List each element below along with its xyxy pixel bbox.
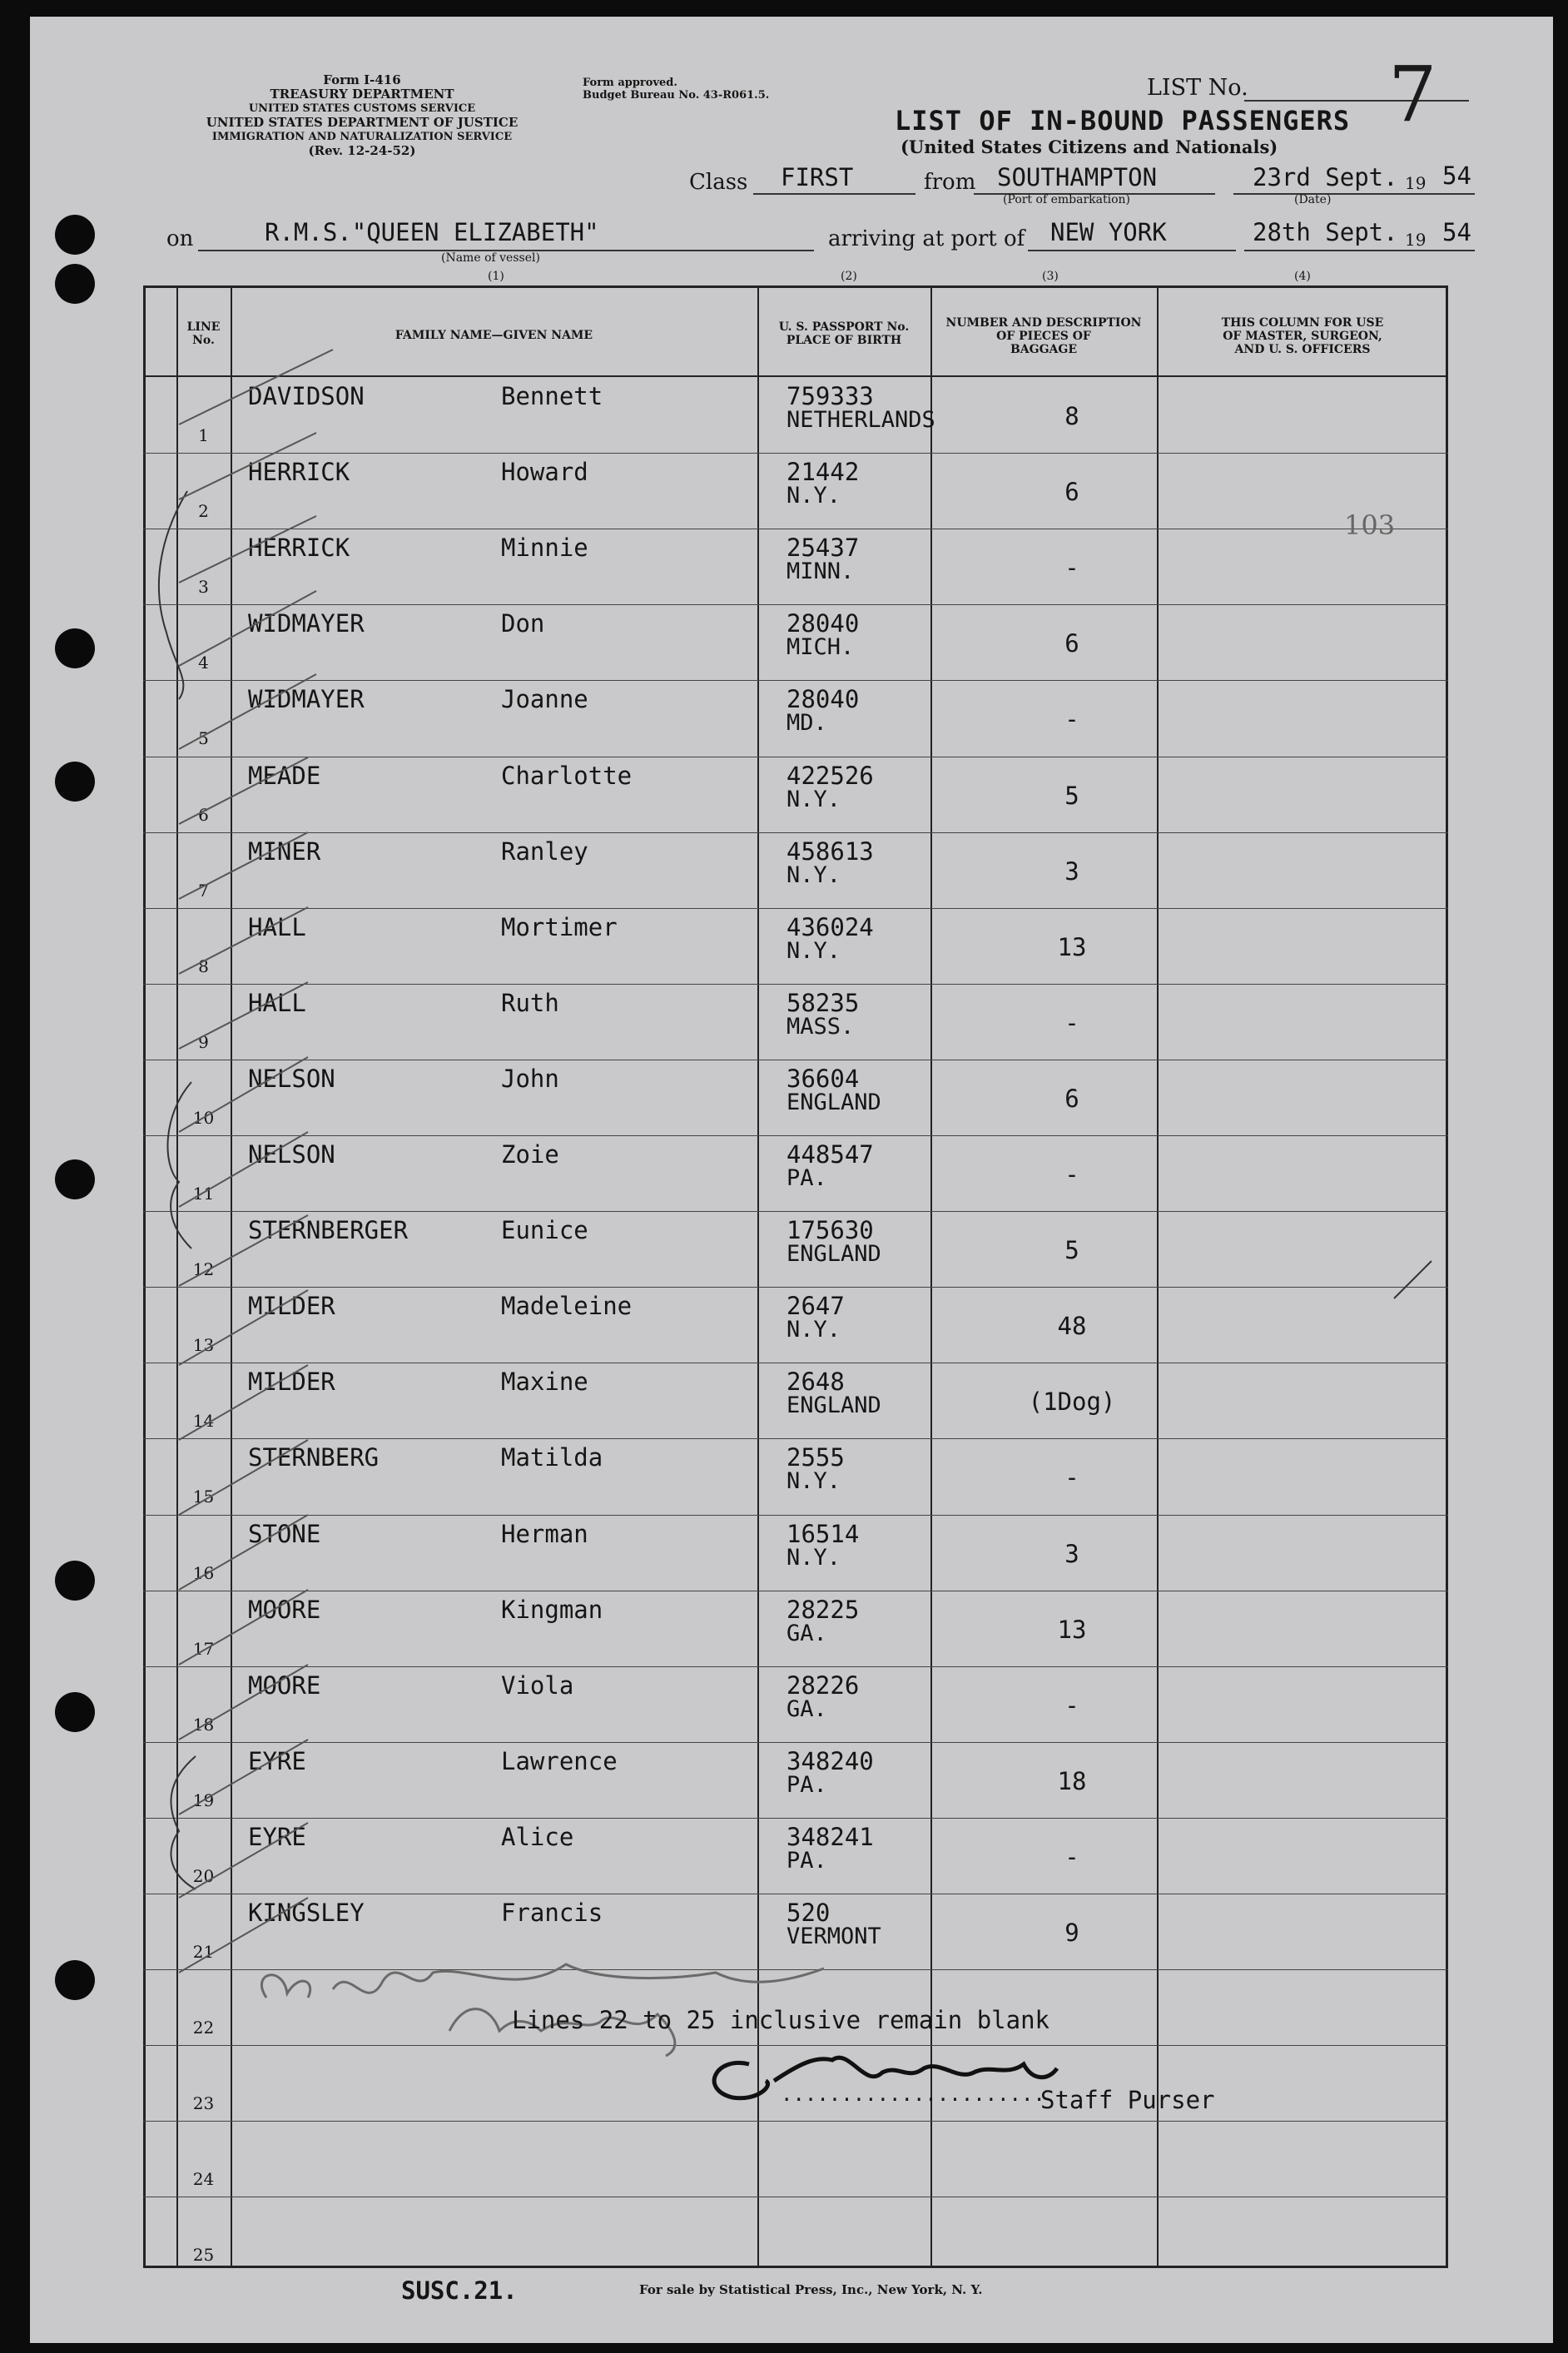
- line-number: 15: [192, 1487, 215, 1507]
- given-name: Ruth: [501, 988, 559, 1017]
- arriving-label: arriving at port of: [828, 226, 1025, 251]
- place-of-birth: MASS.: [786, 1013, 855, 1040]
- budget-bureau: Budget Bureau No. 43-R061.5.: [583, 89, 770, 102]
- col-number-4: (4): [1294, 270, 1311, 283]
- baggage-count: -: [1064, 1463, 1079, 1492]
- header-name: FAMILY NAME—GIVEN NAME: [394, 329, 593, 342]
- col-divider: [930, 285, 932, 2268]
- given-name: Matilda: [501, 1443, 603, 1472]
- family-name: MILDER: [248, 1368, 335, 1397]
- family-name: NELSON: [248, 1140, 335, 1169]
- place-of-birth: PA.: [786, 1165, 827, 1191]
- place-of-birth: ENGLAND: [786, 1089, 881, 1115]
- on-label: on: [166, 226, 194, 251]
- form-block: [166, 73, 558, 158]
- baggage-count: 6: [1064, 1084, 1079, 1113]
- passport-number: 2647: [786, 1292, 845, 1321]
- arrival-year-suffix: 54: [1442, 218, 1471, 246]
- family-name: MILDER: [248, 1292, 335, 1321]
- given-name: Herman: [501, 1519, 588, 1548]
- header-line-no-1: LINE: [186, 320, 221, 334]
- passport-number: 458613: [786, 836, 874, 866]
- place-of-birth: VERMONT: [786, 1924, 881, 1949]
- line-number: 4: [198, 653, 209, 673]
- line-number: 1: [198, 425, 209, 445]
- line-number: 25: [192, 2245, 215, 2266]
- row-divider: [143, 908, 1448, 909]
- line-number: 22: [192, 2018, 215, 2038]
- header-baggage-1: NUMBER AND DESCRIPTION: [945, 316, 1142, 330]
- baggage-count: -: [1064, 1690, 1079, 1720]
- given-name: Viola: [501, 1670, 574, 1700]
- depart-date-line: [1233, 193, 1475, 195]
- row-divider: [143, 1818, 1448, 1819]
- header-line-no-2: No.: [192, 334, 215, 347]
- col-number-2: (2): [841, 270, 857, 283]
- given-name: Joanne: [501, 685, 588, 714]
- col-divider: [231, 285, 232, 2268]
- place-of-birth: NETHERLANDS: [786, 407, 935, 433]
- place-of-birth: GA.: [786, 1695, 827, 1722]
- baggage-count: 18: [1057, 1766, 1087, 1795]
- row-divider: [143, 1742, 1448, 1743]
- place-of-birth: N.Y.: [786, 1544, 841, 1571]
- family-name: DAVIDSON: [248, 382, 365, 410]
- form-approved: Form approved.: [583, 77, 677, 89]
- passport-number: 21442: [786, 458, 860, 487]
- staff-purser-label: Staff Purser: [1040, 2086, 1215, 2114]
- footer-code: SUSC.21.: [401, 2276, 518, 2305]
- row-divider: [143, 2045, 1448, 2046]
- line-number: 3: [198, 577, 209, 598]
- row-divider: [143, 453, 1448, 454]
- arrival-port: NEW YORK: [1050, 218, 1167, 246]
- baggage-count: 48: [1057, 1312, 1087, 1341]
- baggage-count: 5: [1064, 1236, 1079, 1265]
- given-name: John: [501, 1064, 559, 1093]
- family-name: HERRICK: [248, 458, 350, 487]
- place-of-birth: MD.: [786, 710, 827, 737]
- given-name: Howard: [501, 458, 588, 487]
- family-name: KINGSLEY: [248, 1899, 365, 1927]
- passport-number: 2555: [786, 1443, 845, 1472]
- place-of-birth: GA.: [786, 1620, 827, 1646]
- passport-number: 348240: [786, 1746, 874, 1775]
- row-divider: [143, 832, 1448, 833]
- header-passport-2: PLACE OF BIRTH: [786, 334, 902, 347]
- given-name: Madeleine: [501, 1292, 633, 1321]
- passport-number: 36604: [786, 1064, 860, 1093]
- given-name: Ranley: [501, 836, 588, 866]
- given-name: Mortimer: [501, 912, 618, 941]
- given-name: Maxine: [501, 1368, 588, 1397]
- given-name: Minnie: [501, 534, 588, 563]
- baggage-count: 13: [1057, 932, 1087, 961]
- row-divider: [143, 1666, 1448, 1667]
- date-caption: (Date): [1294, 193, 1332, 206]
- line-number: 19: [192, 1790, 215, 1810]
- given-name: Lawrence: [501, 1746, 618, 1775]
- arrival-date-line: [1244, 250, 1475, 251]
- line-number: 14: [192, 1411, 215, 1432]
- family-name: STONE: [248, 1519, 321, 1548]
- punch-hole: [55, 264, 95, 304]
- punch-hole: [55, 215, 95, 255]
- line-number: 16: [192, 1562, 215, 1583]
- family-name: MOORE: [248, 1595, 321, 1624]
- family-name: EYRE: [248, 1746, 306, 1775]
- passport-number: 16514: [786, 1519, 860, 1548]
- given-name: Charlotte: [501, 761, 633, 790]
- baggage-count: 6: [1064, 478, 1079, 507]
- passport-number: 448547: [786, 1140, 874, 1169]
- baggage-count: 13: [1057, 1615, 1087, 1644]
- row-divider: [143, 604, 1448, 605]
- family-name: STERNBERG: [248, 1443, 380, 1472]
- header-line-no: [176, 320, 231, 347]
- header-baggage: [930, 316, 1157, 356]
- baggage-count: 6: [1064, 629, 1079, 658]
- line-number: 24: [192, 2169, 215, 2190]
- row-divider: [143, 1211, 1448, 1212]
- blank-lines-note: Lines 22 to 25 inclusive remain blank: [512, 2006, 1050, 2034]
- header-passport: [757, 320, 930, 347]
- punch-hole: [55, 1159, 95, 1199]
- row-divider: [143, 1969, 1448, 1970]
- revision: (Rev. 12-24-52): [308, 143, 416, 158]
- row-divider: [143, 2121, 1448, 2122]
- punch-hole: [55, 762, 95, 802]
- vessel-caption: (Name of vessel): [441, 251, 540, 265]
- baggage-count: -: [1064, 1160, 1079, 1189]
- line-number: 2: [198, 501, 209, 522]
- punch-hole: [55, 1692, 95, 1732]
- arrival-date: 28th Sept.: [1253, 218, 1398, 246]
- place-of-birth: N.Y.: [786, 1317, 841, 1343]
- family-name: STERNBERGER: [248, 1216, 409, 1245]
- family-name: MOORE: [248, 1670, 321, 1700]
- baggage-count: -: [1064, 705, 1079, 734]
- passport-number: 175630: [786, 1216, 874, 1245]
- list-no-value: 7: [1388, 50, 1437, 139]
- family-name: HERRICK: [248, 534, 350, 563]
- punch-hole: [55, 628, 95, 668]
- line-number: 20: [192, 1865, 215, 1886]
- given-name: Zoie: [501, 1140, 559, 1169]
- given-name: Eunice: [501, 1216, 588, 1245]
- place-of-birth: MICH.: [786, 634, 855, 661]
- place-of-birth: N.Y.: [786, 483, 841, 509]
- page-subtitle: (United States Citizens and Nationals): [901, 137, 1278, 157]
- passport-number: 422526: [786, 761, 874, 790]
- class-line: [753, 193, 915, 195]
- list-no-label: LIST No.: [1147, 75, 1248, 101]
- place-of-birth: PA.: [786, 1771, 827, 1798]
- line-number: 21: [192, 1942, 215, 1962]
- passport-number: 759333: [786, 382, 874, 410]
- vessel-name: R.M.S."QUEEN ELIZABETH": [265, 218, 599, 246]
- line-number: 8: [198, 956, 209, 976]
- form-number: Form I-416: [323, 72, 401, 87]
- family-name: HALL: [248, 988, 306, 1017]
- place-of-birth: N.Y.: [786, 937, 841, 964]
- customs-service: UNITED STATES CUSTOMS SERVICE: [248, 102, 476, 115]
- family-name: EYRE: [248, 1822, 306, 1851]
- baggage-count: 9: [1064, 1919, 1079, 1947]
- baggage-count: 8: [1064, 402, 1079, 430]
- passport-number: 28226: [786, 1670, 860, 1700]
- passport-number: 28040: [786, 609, 860, 638]
- line-number: 12: [192, 1259, 215, 1280]
- line-number: 23: [192, 2093, 215, 2114]
- row-divider: [143, 1135, 1448, 1136]
- header-baggage-3: BAGGAGE: [1010, 343, 1078, 356]
- row-divider: [143, 1438, 1448, 1439]
- header-divider: [143, 375, 1448, 377]
- baggage-count: -: [1064, 1008, 1079, 1037]
- punch-hole: [55, 1960, 95, 2000]
- arrival-port-line: [1028, 250, 1236, 251]
- line-number: 13: [192, 1335, 215, 1356]
- port-embark-caption: (Port of embarkation): [1003, 193, 1130, 206]
- line-number: 7: [198, 880, 209, 901]
- family-name: WIDMAYER: [248, 685, 365, 714]
- header-officers-3: AND U. S. OFFICERS: [1234, 343, 1371, 356]
- family-name: HALL: [248, 912, 306, 941]
- place-of-birth: ENGLAND: [786, 1392, 881, 1419]
- treasury-dept: TREASURY DEPARTMENT: [270, 87, 454, 102]
- depart-year-suffix: 54: [1442, 161, 1471, 190]
- line-number: 18: [192, 1714, 215, 1735]
- page-title: LIST OF IN-BOUND PASSENGERS: [895, 105, 1351, 137]
- line-number: 5: [198, 728, 209, 749]
- given-name: Kingman: [501, 1595, 603, 1624]
- baggage-count: -: [1064, 1842, 1079, 1871]
- family-name: NELSON: [248, 1064, 335, 1093]
- col-divider: [1157, 285, 1159, 2268]
- header-officers: [1157, 316, 1448, 356]
- depart-date: 23rd Sept.: [1253, 163, 1398, 191]
- header-baggage-2: OF PIECES OF: [996, 330, 1091, 343]
- family-name: MINER: [248, 836, 321, 866]
- ins-service: IMMIGRATION AND NATURALIZATION SERVICE: [211, 131, 513, 143]
- given-name: Francis: [501, 1899, 603, 1927]
- class-label: Class: [689, 170, 748, 195]
- baggage-count: 3: [1064, 856, 1079, 886]
- approval-block: [583, 77, 769, 102]
- header-officers-1: THIS COLUMN FOR USE: [1221, 316, 1384, 330]
- baggage-count: 3: [1064, 1539, 1079, 1568]
- punch-hole: [55, 1561, 95, 1601]
- given-name: Don: [501, 609, 545, 638]
- given-name: Alice: [501, 1822, 574, 1851]
- arrival-year-prefix: 19: [1405, 230, 1427, 250]
- officer-note: 103: [1344, 509, 1396, 541]
- header-officers-2: OF MASTER, SURGEON,: [1223, 330, 1382, 343]
- justice-dept: UNITED STATES DEPARTMENT OF JUSTICE: [206, 115, 519, 130]
- given-name: Bennett: [501, 382, 603, 410]
- class-value: FIRST: [781, 163, 854, 191]
- col-number-3: (3): [1042, 270, 1059, 283]
- line-number: 17: [192, 1638, 215, 1659]
- passport-number: 25437: [786, 534, 860, 563]
- baggage-count: (1Dog): [1028, 1387, 1116, 1417]
- passport-number: 348241: [786, 1822, 874, 1851]
- place-of-birth: PA.: [786, 1847, 827, 1874]
- footer-printer: For sale by Statistical Press, Inc., New York, N. Y.: [639, 2282, 983, 2297]
- from-label: from: [924, 170, 976, 195]
- family-name: WIDMAYER: [248, 609, 365, 638]
- place-of-birth: N.Y.: [786, 786, 841, 812]
- row-divider: [143, 1515, 1448, 1516]
- place-of-birth: N.Y.: [786, 861, 841, 888]
- line-number: 10: [192, 1107, 215, 1128]
- line-number: 9: [198, 1031, 209, 1052]
- passport-number: 436024: [786, 912, 874, 941]
- passport-number: 520: [786, 1899, 831, 1927]
- passport-number: 28040: [786, 685, 860, 714]
- col-divider: [757, 285, 759, 2268]
- port-embark: SOUTHAMPTON: [997, 163, 1158, 191]
- col-number-1: (1): [488, 270, 504, 283]
- place-of-birth: MINN.: [786, 558, 855, 585]
- header-passport-1: U. S. PASSPORT No.: [778, 320, 910, 334]
- baggage-count: 5: [1064, 781, 1079, 810]
- baggage-count: -: [1064, 554, 1079, 583]
- family-name: MEADE: [248, 761, 321, 790]
- place-of-birth: N.Y.: [786, 1468, 841, 1495]
- row-divider: [143, 680, 1448, 681]
- passport-number: 2648: [786, 1368, 845, 1397]
- line-number: 6: [198, 804, 209, 825]
- row-divider: [143, 1287, 1448, 1288]
- passport-number: 58235: [786, 988, 860, 1017]
- row-divider: [143, 984, 1448, 985]
- place-of-birth: ENGLAND: [786, 1241, 881, 1268]
- signature-dots: ......................: [781, 2082, 1045, 2106]
- passport-number: 28225: [786, 1595, 860, 1624]
- depart-year-prefix: 19: [1405, 173, 1427, 193]
- line-number: 11: [192, 1184, 215, 1204]
